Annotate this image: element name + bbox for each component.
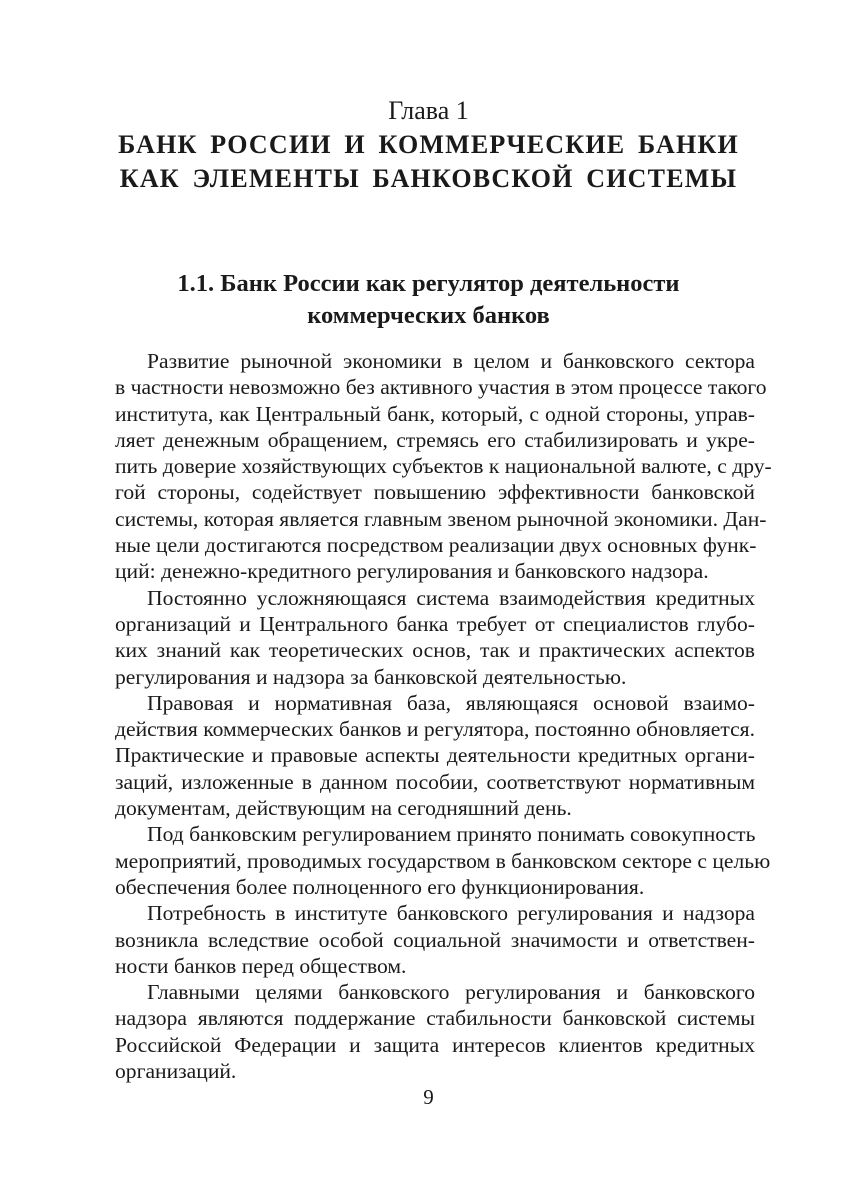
text-line: института, как Центральный банк, который, с одной стороны, управ- xyxy=(115,401,755,426)
text-line: Практические и правовые аспекты деятельности кредитных органи- xyxy=(115,743,755,768)
chapter-title xyxy=(0,128,857,196)
text-line: действия коммерческих банков и регулятора, постоянно обновляется. xyxy=(115,717,755,742)
body-text xyxy=(115,348,772,1084)
text-line: Главными целями банковского регулирования и банковского xyxy=(147,980,755,1005)
text-line: в частности невозможно без активного участия в этом процессе такого xyxy=(115,375,767,400)
section-title xyxy=(0,268,857,332)
text-line: мероприятий, проводимых государством в банковском секторе с целью xyxy=(115,848,771,873)
text-line: гой стороны, содействует повышению эффективности банковской xyxy=(115,480,755,505)
text-line: обеспечения более полноценного его функционирования. xyxy=(115,874,645,899)
text-line: пить доверие хозяйствующих субъектов к национальной валюте, с дру- xyxy=(115,454,772,479)
paragraph xyxy=(115,585,755,690)
text-line: Постоянно усложняющаяся система взаимодействия кредитных xyxy=(147,585,755,610)
text-line: Потребность в институте банковского регулирования и надзора xyxy=(147,901,755,926)
text-line: ности банков перед обществом. xyxy=(115,953,407,978)
text-line: Российской Федерации и защита интересов клиентов кредитных xyxy=(115,1032,755,1057)
paragraph xyxy=(115,900,755,979)
text-line: ные цели достигаются посредством реализации двух основных функ- xyxy=(115,533,757,558)
text-line: ких знаний как теоретических основ, так и практических аспектов xyxy=(115,638,755,663)
text-line: надзора являются поддержание стабильности банковской системы xyxy=(115,1006,755,1031)
text-line: Под банковским регулированием принято понимать совокупность xyxy=(147,822,756,847)
page-number: 9 xyxy=(423,1085,434,1109)
text-line: организаций. xyxy=(115,1059,237,1084)
text-line: организаций и Центрального банка требует от специалистов глубо- xyxy=(115,611,755,636)
paragraph xyxy=(115,979,755,1084)
section-title-line: 1.1. Банк России как регулятор деятельности xyxy=(177,270,680,297)
text-line: ляет денежным обращением, стремясь его стабилизировать и укре- xyxy=(115,427,755,452)
paragraph xyxy=(115,821,771,900)
text-line: заций, изложенные в данном пособии, соответствуют нормативным xyxy=(115,769,755,794)
text-line: регулирования и надзора за банковской деятельностью. xyxy=(115,664,627,689)
paragraph xyxy=(115,690,755,821)
text-line: Развитие рыночной экономики в целом и банковского сектора xyxy=(147,349,755,373)
chapter-title-line: БАНК РОССИИ И КОММЕРЧЕСКИЕ БАНКИ xyxy=(118,130,739,159)
text-line: Правовая и нормативная база, являющаяся основой взаимо- xyxy=(147,690,755,715)
section-title-line: коммерческих банков xyxy=(307,302,550,329)
text-line: системы, которая является главным звеном рыночной экономики. Дан- xyxy=(115,506,767,531)
text-line: документам, действующим на сегодняшний день. xyxy=(115,796,572,821)
chapter-label: Глава 1 xyxy=(388,96,469,125)
text-line: возникла вследствие особой социальной значимости и ответствен- xyxy=(115,927,755,952)
chapter-title-line: КАК ЭЛЕМЕНТЫ БАНКОВСКОЙ СИСТЕМЫ xyxy=(119,164,738,193)
paragraph xyxy=(115,348,772,585)
text-line: ций: денежно-кредитного регулирования и банковского надзора. xyxy=(115,559,709,584)
